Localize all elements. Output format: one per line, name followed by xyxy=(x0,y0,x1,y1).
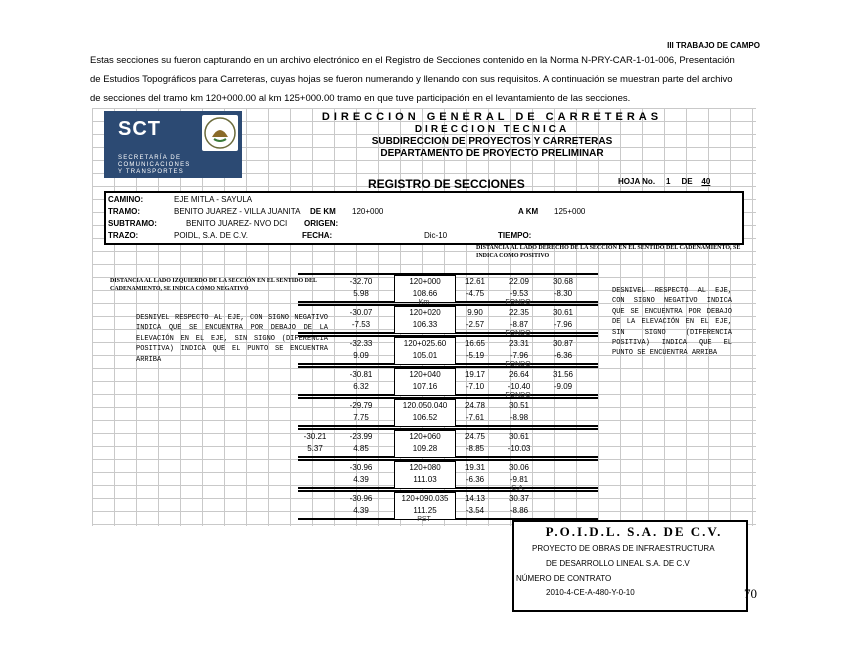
right-elevation: -8.87 xyxy=(509,320,529,329)
right-elevation: -8.30 xyxy=(553,289,573,298)
company-line-2: DE DESARROLLO LINEAL S.A. DE C.V xyxy=(546,559,690,568)
right-elevation: -10.03 xyxy=(507,444,531,453)
title-subdireccion: SUBDIRECCION DE PROYECTOS Y CARRETERAS xyxy=(371,136,613,147)
left-elevation: 4.85 xyxy=(353,444,369,453)
section-row xyxy=(298,459,598,492)
title-direccion-tecnica: DIRECCION TECNICA xyxy=(414,124,570,135)
logo-subtitle-1: SECRETARÍA DE xyxy=(118,155,182,161)
company-name: P.O.I.D.L. S.A. DE C.V. xyxy=(545,524,723,539)
right-elevation: -6.36 xyxy=(553,351,573,360)
register-title: REGISTRO DE SECCIONES xyxy=(368,177,525,191)
right-sub-label: FONDO xyxy=(505,330,531,337)
hoja-number: 1 xyxy=(666,177,671,186)
fecha-label: FECHA: xyxy=(302,231,333,240)
title-departamento: DEPARTAMENTO DE PROYECTO PRELIMINAR xyxy=(380,148,604,159)
right-distance: 14.13 xyxy=(464,494,486,503)
right-elevation: -9.53 xyxy=(509,289,529,298)
tiempo-label: TIEMPO: xyxy=(498,231,532,240)
right-distance: 30.51 xyxy=(508,401,530,410)
right-distance: 24.78 xyxy=(464,401,486,410)
station-box xyxy=(394,306,456,334)
left-elevation: 4.39 xyxy=(353,475,369,484)
station-km: 120+090.035 xyxy=(401,494,449,503)
station-km: 120.050.040 xyxy=(402,401,448,410)
right-distance: 30.06 xyxy=(508,463,530,472)
station-sub-label: PST xyxy=(417,516,431,523)
section-row xyxy=(298,397,598,427)
company-line-1: PROYECTO DE OBRAS DE INFRAESTRUCTURA xyxy=(532,544,715,553)
a-km-value: 125+000 xyxy=(554,207,586,216)
intro-line-2: de Estudios Topográficos para Carreteras, cuyas hojas se fueron numerando y llenando con sus requisitos. A continuación se muestran parte del archivo xyxy=(90,74,733,85)
note-right-distance: DISTANCIA AL LADO DERECHO DE LA SECCIÓN EN EL SENTIDO DEL CADENAMIENTO, SE INDICA COMO POSITIVO xyxy=(476,245,741,259)
sct-logo-subtitle xyxy=(118,155,190,176)
company-box xyxy=(512,520,748,612)
right-distance: 24.75 xyxy=(464,432,486,441)
right-elevation: -8.85 xyxy=(465,444,485,453)
right-distance: 30.61 xyxy=(508,432,530,441)
station-elevation: 105.01 xyxy=(412,351,438,360)
hoja-label: HOJA No. xyxy=(618,177,656,186)
station-elevation: 107.16 xyxy=(412,382,438,391)
right-distance: 16.65 xyxy=(464,339,486,348)
fecha-value: Dic-10 xyxy=(424,231,448,240)
station-km: 120+080 xyxy=(409,463,441,472)
right-sub-label: FONDO xyxy=(505,361,531,368)
right-sub-label: FONDO xyxy=(505,299,531,306)
right-elevation: -5.19 xyxy=(465,351,485,360)
left-distance: -30.96 xyxy=(349,494,373,503)
intro-paragraph xyxy=(90,51,758,108)
right-elevation: -8.86 xyxy=(509,506,529,515)
station-box xyxy=(394,337,456,365)
station-km: 120+000 xyxy=(409,277,441,286)
company-line-4: 2010-4-CE-A-480-Y-0-10 xyxy=(546,588,635,597)
mexico-seal-icon xyxy=(202,115,238,151)
station-elevation: 106.52 xyxy=(412,413,438,422)
right-distance: 31.56 xyxy=(552,370,574,379)
left-elevation: 7.75 xyxy=(353,413,369,422)
station-km: 120+020 xyxy=(409,308,441,317)
de-km-label: DE KM xyxy=(310,207,336,216)
left-elevation: 9.09 xyxy=(353,351,369,360)
hoja-total: 40 xyxy=(701,177,711,186)
station-km: 120+040 xyxy=(409,370,441,379)
station-km: 120+025.60 xyxy=(403,339,447,348)
note-left-desnivel: DESNIVEL RESPECTO AL EJE, CON SIGNO NEGATIVO INDICA QUE SE ENCUENTRA POR DEBAJO DE LA ELEVACIÓN EN EL EJE, SIN SIGNO (DIFERENCIA POSITIVA) INDICA QUE EL PUNTO SE ENCUENTRA ARRIBA xyxy=(136,314,328,364)
left-distance: -30.96 xyxy=(349,463,373,472)
subtramo-label: SUBTRAMO: xyxy=(108,219,157,228)
right-distance: 19.17 xyxy=(464,370,486,379)
left-elevation: -7.53 xyxy=(351,320,371,329)
station-sub-label: Km xyxy=(418,299,430,306)
right-elevation: -7.96 xyxy=(553,320,573,329)
logo-subtitle-3: Y TRANSPORTES xyxy=(118,169,184,175)
left-distance: -30.81 xyxy=(349,370,373,379)
right-elevation: -4.75 xyxy=(465,289,485,298)
logo-subtitle-2: COMUNICACIONES xyxy=(118,162,191,168)
sct-logo xyxy=(104,111,242,178)
left-elevation: 5.98 xyxy=(353,289,369,298)
right-sub-label: C.A. xyxy=(511,485,525,492)
right-sub-label: FONDO xyxy=(505,392,531,399)
station-box xyxy=(394,399,456,427)
origen-label: ORIGEN: xyxy=(304,219,339,228)
right-distance: 30.61 xyxy=(552,308,574,317)
right-elevation: -7.10 xyxy=(465,382,485,391)
right-elevation: -8.98 xyxy=(509,413,529,422)
right-distance: 23.31 xyxy=(508,339,530,348)
left-distance: -32.33 xyxy=(349,339,373,348)
tramo-value: BENITO JUAREZ - VILLA JUANITA xyxy=(174,207,301,216)
camino-value: EJE MITLA - SAYULA xyxy=(174,195,253,204)
note-right-desnivel: DESNIVEL RESPECTO AL EJE, CON SIGNO NEGATIVO INDICA QUE SE ENCUENTRA POR DEBAJO DE LA ELEVACIÓN EN EL EJE, SIN SIGNO (DIFERENCIA POSITIVA) INDICA QUE EL PUNTO SE ENCUENTRA ARRIBA xyxy=(612,287,732,358)
intro-line-1: Estas secciones su fueron capturando en un archivo electrónico en el Registro de Secciones contenido en la Norma N-PRY-CAR-1-01-006, Presentación xyxy=(90,55,735,66)
note-left-distance: DISTANCIA AL LADO IZQUIERDO DE LA SECCIÓN EN EL SENTIDO DEL CADENAMIENTO, SE INDICA COMO NEGATIVO xyxy=(110,278,317,292)
section-row xyxy=(298,428,598,458)
left-distance-outer: -30.21 xyxy=(303,432,327,441)
tramo-label: TRAMO: xyxy=(108,207,140,216)
section-row xyxy=(298,335,598,368)
station-box xyxy=(394,368,456,396)
right-elevation: -2.57 xyxy=(465,320,485,329)
section-row xyxy=(298,304,598,337)
station-elevation: 109.28 xyxy=(412,444,438,453)
left-distance: -23.99 xyxy=(349,432,373,441)
station-elevation: 106.33 xyxy=(412,320,438,329)
station-box xyxy=(394,461,456,489)
form-titles xyxy=(302,111,682,160)
left-distance: -29.79 xyxy=(349,401,373,410)
right-distance: 19.31 xyxy=(464,463,486,472)
right-elevation: -9.81 xyxy=(509,475,529,484)
right-elevation: -7.96 xyxy=(509,351,529,360)
right-distance: 26.64 xyxy=(508,370,530,379)
section-row xyxy=(298,490,598,523)
left-elevation-outer: 5.37 xyxy=(307,444,323,453)
station-elevation: 111.25 xyxy=(413,506,437,515)
station-elevation: 111.03 xyxy=(413,475,437,484)
right-distance: 22.09 xyxy=(508,277,530,286)
right-elevation: -7.61 xyxy=(465,413,485,422)
camino-label: CAMINO: xyxy=(108,195,144,204)
right-distance: 12.61 xyxy=(464,277,486,286)
right-elevation: -3.54 xyxy=(465,506,485,515)
a-km-label: A KM xyxy=(518,207,539,216)
title-direccion-general: DIRECCION GENERAL DE CARRETERAS xyxy=(321,111,663,123)
section-row xyxy=(298,273,598,306)
right-distance: 30.37 xyxy=(508,494,530,503)
left-elevation: 6.32 xyxy=(353,382,369,391)
trazo-value: POIDL, S.A. DE C.V. xyxy=(174,231,248,240)
trazo-label: TRAZO: xyxy=(108,231,139,240)
sheet-number xyxy=(618,177,717,186)
page-number: 70 xyxy=(744,586,757,601)
de-km-value: 120+000 xyxy=(352,207,384,216)
left-elevation: 4.39 xyxy=(353,506,369,515)
subtramo-value: BENITO JUAREZ- NVO DCI xyxy=(186,219,288,228)
registro-secciones-form xyxy=(92,108,756,597)
sct-logo-text: SCT xyxy=(118,118,161,140)
station-elevation: 108.66 xyxy=(412,289,438,298)
left-distance: -32.70 xyxy=(349,277,373,286)
info-box xyxy=(104,191,744,245)
station-box xyxy=(394,430,456,458)
right-distance: 30.87 xyxy=(552,339,574,348)
right-distance: 9.90 xyxy=(467,308,483,317)
right-elevation: -6.36 xyxy=(465,475,485,484)
right-elevation: -9.09 xyxy=(553,382,573,391)
right-distance: 22.35 xyxy=(508,308,530,317)
left-distance: -30.07 xyxy=(349,308,373,317)
company-line-3: NÚMERO DE CONTRATO xyxy=(516,574,612,583)
section-row xyxy=(298,366,598,399)
section-label: III TRABAJO DE CAMPO xyxy=(667,41,760,50)
right-elevation: -10.40 xyxy=(507,382,531,391)
intro-line-3: de secciones del tramo km 120+000.00 al km 125+000.00 tramo en que tuve participación en el levantamiento de las secciones. xyxy=(90,93,631,104)
right-distance: 30.68 xyxy=(552,277,574,286)
station-km: 120+060 xyxy=(409,432,441,441)
hoja-de-label: DE xyxy=(681,177,693,186)
